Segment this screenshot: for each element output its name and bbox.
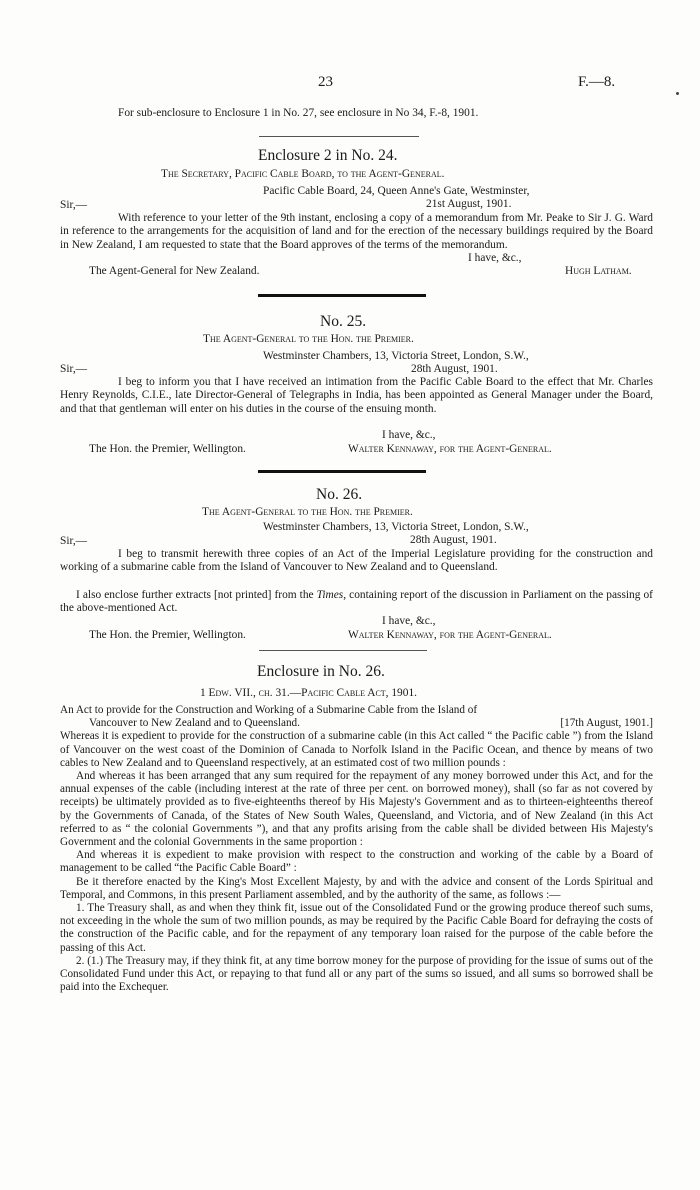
act-section-1: 1. The Treasury shall, as and when they think fit, issue out of the Consolidated Fund or the growing produce thereof such sums, not exceeding in the whole the sum of two million pounds, as may be required by the Pacific Cable Board for defraying the costs of the construction of the Pacific cable, and for the repayment of any temporary loan raised for the purpose of the cable before the passing of this Act. <box>60 902 653 954</box>
page-number: 23 <box>318 74 333 90</box>
no-25-date: 28th August, 1901. <box>411 363 498 375</box>
no-26-date: 28th August, 1901. <box>410 534 497 546</box>
enclosure-2-from-to: The Secretary, Pacific Cable Board, to the Agent-General. <box>161 168 445 180</box>
act-whereas-3: And whereas it is expedient to make provision with respect to the construction and working of the cable by a Board of management to be called “the Pacific Cable Board” : <box>60 849 653 875</box>
enclosure-2-recipient: The Agent-General for New Zealand. <box>89 265 260 277</box>
no-26-title: No. 26. <box>316 486 363 503</box>
section-divider-thick <box>258 470 426 473</box>
enclosure-2-date: 21st August, 1901. <box>426 198 512 210</box>
act-preamble-line-1: An Act to provide for the Construction and Working of a Submarine Cable from the Island of <box>60 704 478 716</box>
act-preamble-line-2: Vancouver to New Zealand and to Queensland. [17th August, 1901.] <box>89 717 653 730</box>
act-enacting-clause: Be it therefore enacted by the King's Most Excellent Majesty, by and with the advice and consent of the Lords Spiritual and Temporal, and Commons, in this present Parliament assembled, and by the authority of the same, as follows :— <box>60 875 653 901</box>
no-26-body-2: I also enclose further extracts [not printed] from the Times, containing report of the discussion in Parliament on the passing of the above-mentioned Act. <box>60 589 653 615</box>
enclosure-26-title: Enclosure in No. 26. <box>257 663 385 680</box>
no-25-recipient: The Hon. the Premier, Wellington. <box>89 443 246 455</box>
no-26-body-1: I beg to transmit herewith three copies of an Act of the Imperial Legislature providing for the construction and working of a submarine cable from the Island of Vancouver to New Zealand and to Queensland. <box>60 548 653 574</box>
sub-enclosure-note: For sub-enclosure to Enclosure 1 in No. 27, see enclosure in No 34, F.-8, 1901. <box>118 107 479 119</box>
act-whereas-2: And whereas it has been arranged that any sum required for the repayment of any money borrowed under this Act, and for the annual expenses of the cable (including interest at the rate of three per cent. on borrowed money), shall (so far as not covered by receipts) be ultimately provided as to five-eighteenths thereof by His Majesty's Government and as to thirteen-eighteenths thereof by the Governments of Canada, of the States of New South Wales, Queensland, and Victoria, and of New Zealand (in this Act referred to as “ the colonial Governments ”), and that any profits arising from the cable shall be divided between His Majesty's Government and the colonial Governments in the same proportion : <box>60 770 653 849</box>
act-whereas-1: Whereas it is expedient to provide for the construction of a submarine cable (in this Act called “ the Pacific cable ”) from the Island of Vancouver on the west coast of the Dominion of Canada to Norfolk Island in the Pacific Ocean, and thence by means of two cables to New Zealand and to Queensland respectively, at an estimated cost of two million pounds : <box>60 730 653 769</box>
no-25-signature: Walter Kennaway, for the Agent-General. <box>348 443 552 455</box>
no-25-from-to: The Agent-General to the Hon. the Premier. <box>203 333 414 345</box>
enclosure-2-body: With reference to your letter of the 9th instant, enclosing a copy of a memorandum from Mr. Peake to Sir J. G. Ward in reference to the arrangements for the acquisition of land and for the erection of the necessary buildings required by the Board in New Zealand, I am requested to state that the Board approves of the terms of the memorandum. <box>60 212 653 251</box>
act-title: 1 Edw. VII., ch. 31.—Pacific Cable Act, 1901. <box>200 687 417 699</box>
act-text <box>60 704 653 994</box>
enclosure-2-salutation: Sir,— <box>60 199 88 211</box>
enclosure-2-closing: I have, &c., <box>468 252 522 264</box>
no-26-address: Westminster Chambers, 13, Victoria Street, London, S.W., <box>263 521 529 533</box>
section-divider <box>259 136 419 137</box>
no-25-salutation: Sir,— <box>60 363 88 375</box>
no-25-closing: I have, &c., <box>382 429 436 441</box>
no-25-body: I beg to inform you that I have received an intimation from the Pacific Cable Board to the effect that Mr. Charles Henry Reynolds, C.I.E., late Director-General of Telegraphs in India, has been appointed as General Manager under the Board, and that that gentleman will enter on his duties in the course of the ensuing month. <box>60 376 653 415</box>
no-26-closing: I have, &c., <box>382 615 436 627</box>
margin-dot <box>676 92 679 95</box>
no-25-address: Westminster Chambers, 13, Victoria Street, London, S.W., <box>263 350 529 362</box>
no-26-recipient: The Hon. the Premier, Wellington. <box>89 629 246 641</box>
act-section-2: 2. (1.) The Treasury may, if they think fit, at any time borrow money for the purpose of providing for the issue of sums out of the Consolidated Fund under this Act, or repaying to that fund all or any part of the sums so issued, and all sums so borrowed shall be paid into the Exchequer. <box>60 954 653 994</box>
parliamentary-paper-code: F.—8. <box>578 74 616 90</box>
act-date: [17th August, 1901.] <box>560 717 653 730</box>
section-divider <box>259 650 427 651</box>
no-26-salutation: Sir,— <box>60 535 88 547</box>
no-26-signature: Walter Kennaway, for the Agent-General. <box>348 629 552 641</box>
section-divider-thick <box>258 294 426 297</box>
enclosure-2-title: Enclosure 2 in No. 24. <box>258 147 398 164</box>
enclosure-2-signature: Hugh Latham. <box>565 265 632 277</box>
enclosure-2-address: Pacific Cable Board, 24, Queen Anne's Gate, Westminster, <box>263 185 530 197</box>
no-25-title: No. 25. <box>320 313 367 330</box>
no-26-from-to: The Agent-General to the Hon. the Premier. <box>202 506 413 518</box>
